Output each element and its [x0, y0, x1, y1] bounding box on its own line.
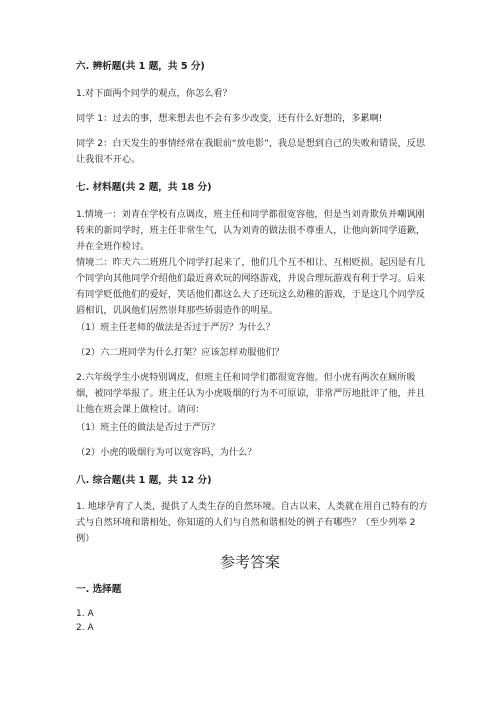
student-2-view: 同学 2：白天发生的事情经常在我眼前“放电影”，我总是想到自己的失败和错误，反思让我很不开心。	[76, 138, 426, 165]
answer-item-1: 1. A	[76, 609, 94, 619]
scenario-2: 情境二：昨天六二班班几个同学打起来了，他们几个互不相让、互相贬损。起因是有几个同学向其他同学介绍他们最近喜欢玩的网络游戏，并说合理玩游戏有利于学习。后来有同学贬低他们的爱好，笑话他们都这么大了还玩这么幼稚的游戏，于是这几个同学反唇相讥，讥讽他们居然崇拜那些矫弱造作的明星。	[76, 257, 426, 316]
answer-item-2: 2. A	[76, 623, 94, 633]
answers-title: 参考答案	[219, 553, 280, 571]
scenario-1: 1.情境一：刘青在学校有点调皮，班主任和同学都很宽容他，但是当刘青欺负并嘲讽刚转来的新同学时，班主任非常生气，认为刘青的做法很不尊重人，让他向新同学道歉，并在全班作检讨。	[76, 209, 426, 252]
section-6-question: 1.对下面两个同学的观点，你怎么看？	[76, 88, 232, 99]
section-7-title: 七. 材料题(共 2 题，共 18 分)	[76, 182, 212, 193]
question-7-1-1: （1）班主任老师的做法是否过于严厉？为什么？	[76, 322, 275, 333]
section-8-question: 1. 地球孕育了人类，提供了人类生存的自然环境。自古以来，人类就在用自己特有的方式与自然环境和谐相处，你知道的人们与自然和谐相处的例子有哪些？（至少列举 2 例）	[76, 501, 428, 544]
student-1-view: 同学 1：过去的事，想来想去也不会有多少改变，还有什么好想的，多累啊!	[76, 113, 383, 124]
section-8-title: 八. 综合题(共 1 题，共 12 分)	[76, 475, 212, 486]
scenario-3: 2.六年级学生小虎特别调皮，但班主任和同学们都很宽容他。但小虎有两次在厕所吸烟，被同学举报了。班主任认为小虎吸烟的行为不可原谅，非常严厉地批评了他，并且让他在班会课上做检讨。请问：	[76, 372, 426, 415]
answers-section-1-title: 一. 选择题	[76, 584, 122, 595]
question-7-2-1: （1）班主任的做法是否过于严厉？	[76, 422, 220, 433]
question-7-1-2: （2）六二班同学为什么打架？应该怎样劝服他们？	[76, 347, 284, 358]
section-6-title: 六. 辨析题(共 1 题，共 5 分)	[76, 61, 205, 72]
question-7-2-2: （2）小虎的吸烟行为可以宽容吗，为什么？	[76, 447, 257, 458]
